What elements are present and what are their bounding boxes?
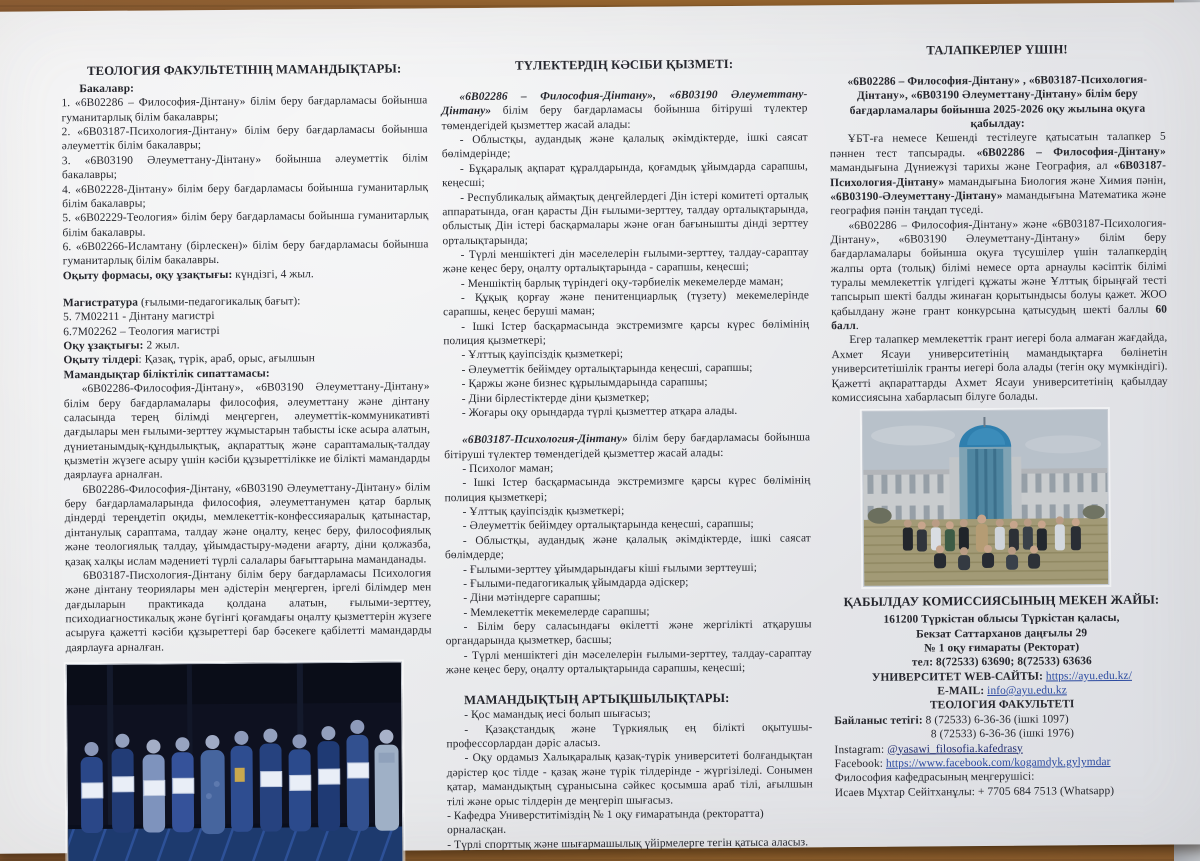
- para: 6В03187-Писхология-Дінтану білім беру бағдарламасы Психология және дінтану теориялары мен әдістерін меңгерген, іргелі білімдер мен дағдыларын практикада қолдана алатын, ғылыми-зерттеу, психодиагностикалық және бүгінгі қоғамдағы оңалту қызметтерін жүзеге асыруға қажетті кәсіби құзыреттері бар бәсекеге қабілетті мамандарды даярлауға арналған.: [65, 567, 432, 654]
- text-run: 8 (72533) 6-36-36 (ішкі 1097): [925, 713, 1069, 727]
- applicants-title: ТАЛАПКЕРЛЕР ҮШІН!: [926, 42, 1068, 58]
- careers-title: ТҮЛЕКТЕРДІҢ КӘСІБИ ҚЫЗМЕТІ:: [515, 56, 734, 73]
- para: [830, 216, 1167, 334]
- qualification-label: Мамандықтар біліктілік сипаттамасы:: [63, 367, 270, 382]
- para: - Әлеуметтік бейімдеу орталықтарында кеңесші, сарапшы;: [461, 361, 753, 376]
- column-applicants: [829, 41, 1171, 801]
- graduates-award-ceremony-photo: [66, 662, 404, 861]
- text-run: .: [855, 320, 859, 333]
- para: - Ұлттық қауіпсіздік қызметкері;: [461, 348, 624, 362]
- bachelor-label: Бакалавр:: [79, 82, 135, 96]
- text-run: УНИВЕРСИТЕТ WEB-САЙТЫ:: [871, 670, 1046, 684]
- group-of-graduates: [80, 720, 399, 835]
- text-run: Facebook:: [834, 757, 886, 771]
- text-run: «6В02286 – Философия-Дінтану»: [976, 145, 1166, 159]
- para: [834, 668, 1170, 685]
- para: 6.7М02262 – Теология магистрі: [63, 324, 220, 338]
- para: - Діни мәтіндерге сарапшы;: [463, 591, 601, 605]
- brochure-page: [0, 2, 1200, 854]
- para: 1. «6В02286 – Философия-Дінтану» білім беру бағдарламасы бойынша гуманитарлық білім бакалавры;: [61, 94, 428, 124]
- column-graduate-careers: [441, 55, 813, 852]
- para: 2. «6В03187-Психология-Дінтану» білім беру бағдарламасы бойынша әлеуметтік білім бакалавры;: [61, 123, 428, 153]
- para: - Ғылыми-педагогикалық ұйымдарда әдіскер;: [463, 576, 689, 590]
- para: Егер талапкер мемлекеттік грант иегері бола алмаған жағдайда, Ахмет Ясауи университетінің мамандықтарға бөлінетін университетішілік гранты иегері бола алады (тегін оқу мүмкіндігі). Қажетті ақпараттарды Ахмет Ясауи университетінің қабылдау комиссиясына хабарласып білуге болады.: [831, 332, 1168, 405]
- university-website-link[interactable]: https://ayu.edu.kz/: [1045, 669, 1133, 683]
- para: - Қос мамандық иесі болып шығасыз;: [464, 707, 651, 722]
- para: [830, 130, 1167, 219]
- text-run: E-MAIL:: [937, 685, 988, 698]
- para: - Кафедра Универститіміздің № 1 оқу ғимаратында (ректоратта) орналасқан.: [446, 807, 764, 837]
- para: - Бұқаралық ақпарат құралдарында, қоғамдық ұйымдарда сарапшы, кеңесші;: [442, 160, 808, 190]
- phone-line: тел: 8(72533) 63690; 8(72533) 63636: [911, 655, 1092, 669]
- campus-photo-graphic: [863, 410, 1108, 586]
- para: 5. 7М02211 - Дінтану магистрі: [63, 310, 215, 324]
- column-specialties: [61, 60, 433, 861]
- para: - Оқу ордамыз Халықаралық қазақ-түрік университеті болғандықтан дәрістер қос тілде - қазақ және түрік тілдерінде - жүргізіледі. Сонымен қатар, мамандықтың сұранысына сәйкес қосымша араб тілі, ағылшын тілі және орыс тілдерін де меңгеріп шығасыз.: [446, 749, 813, 808]
- text-run: «6В03187-Психология-Дінтану»: [830, 159, 1167, 189]
- text-run: Оқыту тілдері: [63, 354, 139, 367]
- para: 6. «6В02266-Исламтану (бірлескен)» білім беру бағдарламасы бойынша гуманитарлық білім бакалавры.: [62, 238, 429, 268]
- facebook-link[interactable]: https://www.facebook.com/kogamdyk.gylymdar: [885, 755, 1111, 770]
- advantages-title: МАМАНДЫҚТЫҢ АРТЫҚШЫЛЫҚТАРЫ:: [464, 691, 730, 708]
- para: [441, 87, 807, 133]
- para: - Ғылыми-зерттеу ұйымдарындағы кіші ғылыми зерттеуші;: [463, 561, 758, 576]
- para: [444, 431, 810, 463]
- para: - Облыстқы, аудандық және қалалық әкімдіктерде, ішкі саясат бөлімдерде;: [444, 532, 811, 562]
- text-run: мамандығына Биология және Химия пәнін,: [944, 174, 1167, 188]
- text-run: білім беру бағдарламасы бойынша бітіруші түлектер төмендегідей қызметтер жасай алады:: [444, 431, 811, 461]
- para: 6В02286-Философия-Дінтану, «6В03190 Әлеуметтану-Дінтану» білім беру бағдарламаларында философия, әлеуметтанумен қатар барлық діндерді тереңдетіп оқиды, мемлекеттік-конфессияаралық қатынастар, дінтанулық сараптама, талдау және оңалту, кеңес беру, философиялық және теологиялық талдау, ұйымдастыру-мәдени ағарту, діни қолжазба, қазақ халқы ислам мәдениеті түрлі салалары бағыттарына маманданады.: [64, 481, 431, 568]
- para: 4. «6В02228-Дінтану» білім беру бағдарламасы бойынша гуманитарлық білім бакалавры;: [62, 180, 429, 211]
- para: - Білім беру саласындағы өкілетті және жергілікті атқарушы органдарында қызметкер, басшы;: [445, 618, 812, 648]
- text-run: «6В02286 – Философия-Дінтану» және «6В03187-Психология-Дінтану», «6В03190 Әлеуметтану-Дінтану» білім беру бағдарламалары бойынша оқуға түсушілер үшін талапкердің жалпы орта (толық) білімі немесе орта арнаулы кәсіптік білімі туралы мемлекеттік үлгідегі құжаты және Ұлттық бірыңғай тесті тапсырып шекті балды жинаған қорытындысы болуы қажет. ЖОО қабылдану және грант конкурсына қатысудың шекті баллы: [830, 217, 1168, 318]
- text-run: Магистратура: [62, 296, 139, 310]
- department-head-label: Философия кафедрасының меңгерушісі:: [834, 770, 1035, 785]
- para: - Діни бірлестіктерде діни қызметкер;: [461, 391, 650, 405]
- text-run: мамандығына Математика және география пәнін таңдап түседі.: [830, 188, 1167, 218]
- para: - Облыстқы, аудандық және қалалық әкімдіктерде, ішкі саясат бөлімдерінде;: [441, 131, 808, 161]
- instagram-link[interactable]: @yasawi_filosofia.kafedrasy: [887, 742, 1023, 756]
- text-run: 2 жыл.: [143, 339, 180, 352]
- contact-phone-2: 8 (72533) 6-36-36 (ішкі 1976): [930, 727, 1075, 741]
- para: «6В02286-Философия-Дінтану», «6В03190 Әлеуметтану-Дінтану» білім беру бағдарламалары философия, әлеуметтану және дінтану саласында терең білімді меңгерген, әлеуметтік-коммуникативті дағдылары мен ғылыми-зерттеу жұмыстарын табысты іске асыра алатын, дүниетанымдық-құндылықтық, ақпараттық және сараптамалық-талдау қызметін жүзеге асыру үшін кәсіби құзыреттілікке ие білікті мамандарды даярлауға арналған.: [63, 380, 431, 482]
- para: 5. «6В02229-Теология» білім беру бағдарламасы бойынша гуманитарлық білім бакалавры.: [62, 209, 429, 239]
- text-run: : Қазақ, түрік, араб, орыс, ағылшын: [138, 352, 315, 367]
- text-run: 60 балл: [831, 303, 1168, 333]
- para: - Психолог маман;: [462, 462, 554, 476]
- address-line-1: 161200 Түркістан облысы Түркістан қаласы,: [883, 612, 1120, 627]
- para: - Мемлекеттік мекемелерде сарапшы;: [463, 605, 650, 619]
- campus-group-photo: [862, 409, 1109, 587]
- text-run: ҰБТ-ға немесе Кешенді тестілеуге қатысатын талапкер 5 пәннен тест тапсырады.: [829, 130, 1166, 160]
- department-head-contact: Исаев Мұхтар Сейітханұлы: + 7705 684 7513 (Whatsapp): [834, 784, 1115, 799]
- para: - Ұлттық қауіпсіздік қызметкері;: [462, 504, 625, 519]
- para: - Ішкі Істер басқармасында экстремизмге қарсы күрес бөлімінің полиция қызметкері;: [444, 474, 811, 504]
- text-run: Оқу ұзақтығы:: [63, 339, 144, 353]
- admission-office-title: ҚАБЫЛДАУ КОМИССИЯСЫНЫҢ МЕКЕН ЖАЙЫ:: [843, 592, 1160, 610]
- admission-intro: «6В02286 – Философия-Дінтану» , «6В03187-Психология-Дінтану», «6В03190 Әлеуметтану-Дінтану» білім беру бағдарламалары бойынша 2025-2026 оқу жылына оқуға қабылдау:: [847, 73, 1148, 131]
- text-run: Байланыс тетігі:: [834, 714, 926, 727]
- text-run: «6В02286 – Философия-Дінтану», «6В03190 Әлеуметтану-Дінтану»: [441, 88, 808, 118]
- para: 3. «6В03190 Әлеуметтану-Дінтану» бойынша әлеуметтік білім бакалавры;: [61, 152, 428, 182]
- text-run: Оқыту формасы, оқу ұзақтығы:: [62, 268, 233, 282]
- email-link[interactable]: info@ayu.edu.kz: [987, 684, 1067, 698]
- para: - Әлеуметтік бейімдеу орталықтарында кеңесші, сарапшы;: [462, 518, 754, 533]
- faculty-name: ТЕОЛОГИЯ ФАКУЛЬТЕТІ: [929, 698, 1075, 712]
- para: - Жоғары оқу орындарда түрлі қызметтер атқара алады.: [461, 404, 738, 419]
- text-run: «6В03187-Психология-Дінтану»: [462, 433, 628, 447]
- para: - Түрлі спорттық және шығармашылық үйірмелерге тегін қатыса аласыз.: [447, 835, 809, 851]
- para: - Құқық қорғау және пенитенциарлық (түзету) мекемелерінде сарапшы, кеңес беруші маман;: [443, 289, 810, 319]
- para: - Қаржы және бизнес құрылымдарында сарапшы;: [461, 376, 708, 391]
- text-run: «6В03190-Әлеуметтану-Дінтану»: [830, 189, 1003, 204]
- text-run: білім беру бағдарламасы бойынша бітіруші түлектер төмендегідей қызметтер жасай алады:: [441, 102, 808, 132]
- text-run: Instagram:: [834, 743, 888, 756]
- text-run: күндізгі, 4 жыл.: [232, 267, 314, 281]
- para: - Түрлі меншіктегі дін мәселелерін ғылыми-зерттеу, талдау-сараптау және кеңес беру, оңалту орталықтарында - сарапшы, кеңесші;: [442, 246, 809, 276]
- text-run: (ғылыми-педагогикалық бағыт):: [138, 295, 301, 309]
- text-run: мамандығына Дүниежүзі тарихы және География, ал: [829, 160, 1114, 175]
- address-line-3: № 1 оқу ғимараты (Ректорат): [924, 641, 1080, 655]
- para: - Меншіктің барлық түріндегі оқу-тәрбиелік мекемелерде маман;: [460, 275, 784, 290]
- para: - Республикалық аймақтық деңгейлердегі Дін істері комитеті орталық аппаратында, оған қарасты Дін ғылыми-зерттеу, талдау орталықтарында, облыстық Дін істері басқармалары және оған бағынышты дінді зерттеу орталықтарында;: [442, 188, 809, 247]
- faculty-specialties-title: ТЕОЛОГИЯ ФАКУЛЬТЕТІНІҢ МАМАНДЫҚТАРЫ:: [87, 61, 402, 79]
- stage-photo-graphic: [67, 663, 403, 861]
- para: - Ішкі Істер басқармасында экстремизмге қарсы күрес бөлімінің полиция қызметкері;: [443, 318, 810, 348]
- para: - Қазақстандық және Түркиялық ең білікті оқытушы-профессорлардан дәріс аласыз.: [446, 721, 813, 751]
- address-line-2: Бекзат Саттарханов даңғылы 29: [916, 626, 1088, 641]
- para: - Түрлі меншіктегі дін мәселелерін ғылыми-зерттеу, талдау-сараптау және кеңес беру, оңалту орталықтарында сарапшы, кеңесші;: [445, 646, 812, 677]
